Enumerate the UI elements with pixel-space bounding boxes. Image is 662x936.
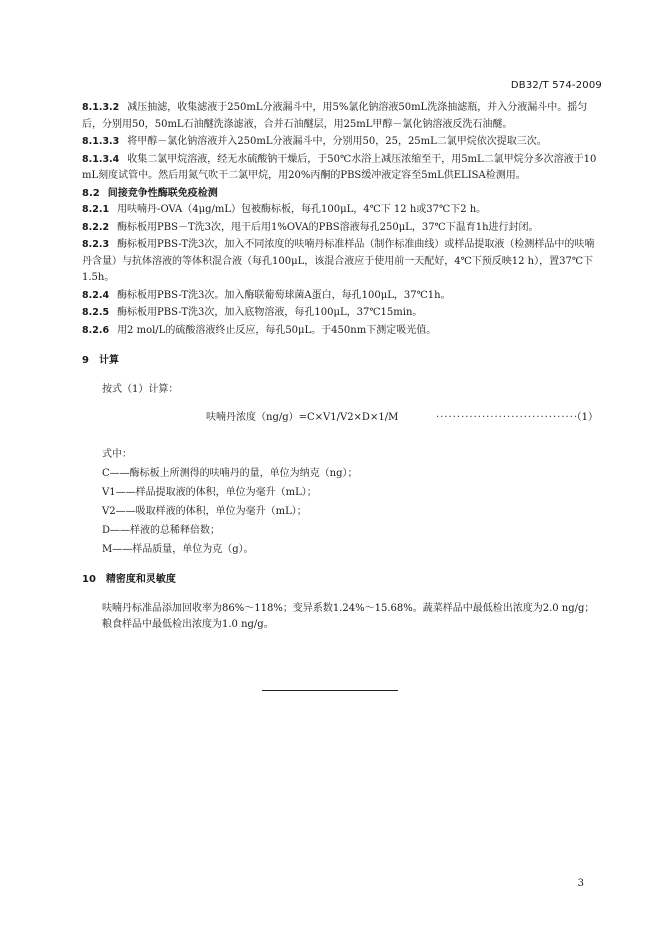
- clause-8-1-3-2: [82, 100, 602, 133]
- clause-8-2-heading: [82, 186, 602, 203]
- clause-text: 将甲醇－氯化钠溶液并入250mL分液漏斗中，分别用50，25，25mL二氯甲烷依次提取三次。: [127, 136, 547, 147]
- clause-text: 用呋喃丹-OVA（4μg/mL）包被酶标板，每孔100μL，4℃下 12 h或37℃下2 h。: [117, 204, 487, 215]
- clause-number: 8.2.5: [82, 307, 110, 318]
- clause-text: 酶标板用PBS-T洗3次。加入酶联葡萄球菌A蛋白，每孔100μL，37℃1h。: [117, 289, 451, 301]
- clause-text: 酶标板用PBS-T洗3次，加入不同浓度的呋喃丹标准样品（制作标准曲线）或样品提取液（检测样品中的呋喃丹含量）与抗体溶液的等体积混合液（每孔100μL，该混合液应于使用前一天配好，4℃下预反映12 h），置37℃下 1.5h。: [82, 239, 595, 283]
- variable-definition: C——酶标板上所测得的呋喃丹的量，单位为纳克（ng）；: [102, 468, 358, 479]
- section-number: 10: [82, 574, 96, 585]
- where-label: 式中：: [102, 449, 132, 460]
- variable-definitions: [82, 446, 602, 558]
- clause-text: 酶标板用PBS－T洗3次，甩干后用1%OVA的PBS溶液每孔250μL，37℃下温育1h进行封闭。: [117, 221, 539, 233]
- clause-number: 8.2.2: [82, 221, 110, 233]
- clause-8-2-5: [82, 305, 602, 322]
- section-number: 9: [82, 355, 89, 366]
- calculation-intro: 按式（1）计算：: [102, 383, 179, 395]
- formula-leader-dots: ··································: [436, 412, 579, 423]
- standard-code: DB32/T 574-2009: [510, 80, 602, 91]
- formula: 呋喃丹浓度（ng/g）=C×V1/V2×D×1/M: [206, 412, 399, 423]
- page-number: 3: [577, 878, 584, 889]
- clause-8-2-2: [82, 220, 602, 237]
- precision-text: 呋喃丹标准品添加回收率为86%～118%；变异系数1.24%～15.68%。蔬菜样品中最低检出浓度为2.0 ng/g；粮食样品中最低检出浓度为1.0 ng/g。: [102, 602, 595, 630]
- section-10-heading: [82, 572, 602, 589]
- equation-number: （1）: [571, 412, 598, 423]
- variable-definition: V1——样品提取液的体积，单位为毫升（mL）；: [102, 487, 317, 498]
- clause-8-2-4: [82, 288, 602, 305]
- variable-definition: V2——吸取样液的体积，单位为毫升（mL）；: [102, 506, 307, 517]
- section-title: 精密度和灵敏度: [105, 574, 176, 585]
- formula-row: [82, 410, 602, 428]
- clause-8-1-3-4: [82, 152, 602, 185]
- clause-number: 8.2.6: [82, 324, 110, 336]
- heading-title: 间接竞争性酶联免疫检测: [107, 187, 218, 199]
- clause-text: 收集二氯甲烷溶液，经无水硫酸钠干燥后，于50℃水浴上减压浓缩至干，用5mL二氯甲烷分多次溶液于10mL刻度试管中。然后用氮气吹干二氯甲烷，用20%丙酮的PBS缓冲液定容至5mL供ELISA检测用。: [82, 153, 597, 181]
- clause-number: 8.2.4: [82, 289, 110, 301]
- clause-8-2-3: [82, 237, 602, 287]
- section-9-heading: [82, 353, 602, 370]
- clause-text: 减压抽滤，收集滤液于250mL分液漏斗中，用5%氯化钠溶液50mL洗涤抽滤瓶，并入分液漏斗中。摇匀后，分别用50，50mL石油醚洗涤滤液，合并石油醚层，用25mL甲醇－氯化钠溶液反洗石油醚。: [82, 102, 588, 130]
- variable-definition: D——样液的总稀释倍数；: [102, 525, 221, 536]
- section-title: 计算: [98, 355, 119, 366]
- clause-8-2-6: [82, 323, 602, 340]
- clause-number: 8.1.3.2: [82, 102, 120, 113]
- clause-text: 酶标板用PBS-T洗3次，加入底物溶液，每孔100μL，37℃15min。: [117, 307, 423, 318]
- clause-number: 8.2.1: [82, 204, 110, 215]
- clause-number: 8.2.3: [82, 239, 110, 250]
- clause-text: 用2 mol/L的硫酸溶液终止反应，每孔50μL。于450nm下测定吸光值。: [117, 324, 437, 336]
- clause-8-2-1: [82, 202, 602, 219]
- clause-number: 8.1.3.3: [82, 136, 120, 147]
- variable-definition: M——样品质量，单位为克（g）。: [102, 544, 254, 555]
- end-rule: [262, 690, 398, 691]
- clause-number: 8.1.3.4: [82, 153, 120, 165]
- document-body: [82, 100, 602, 635]
- clause-8-1-3-3: [82, 134, 602, 151]
- clause-number: 8.2: [82, 187, 100, 199]
